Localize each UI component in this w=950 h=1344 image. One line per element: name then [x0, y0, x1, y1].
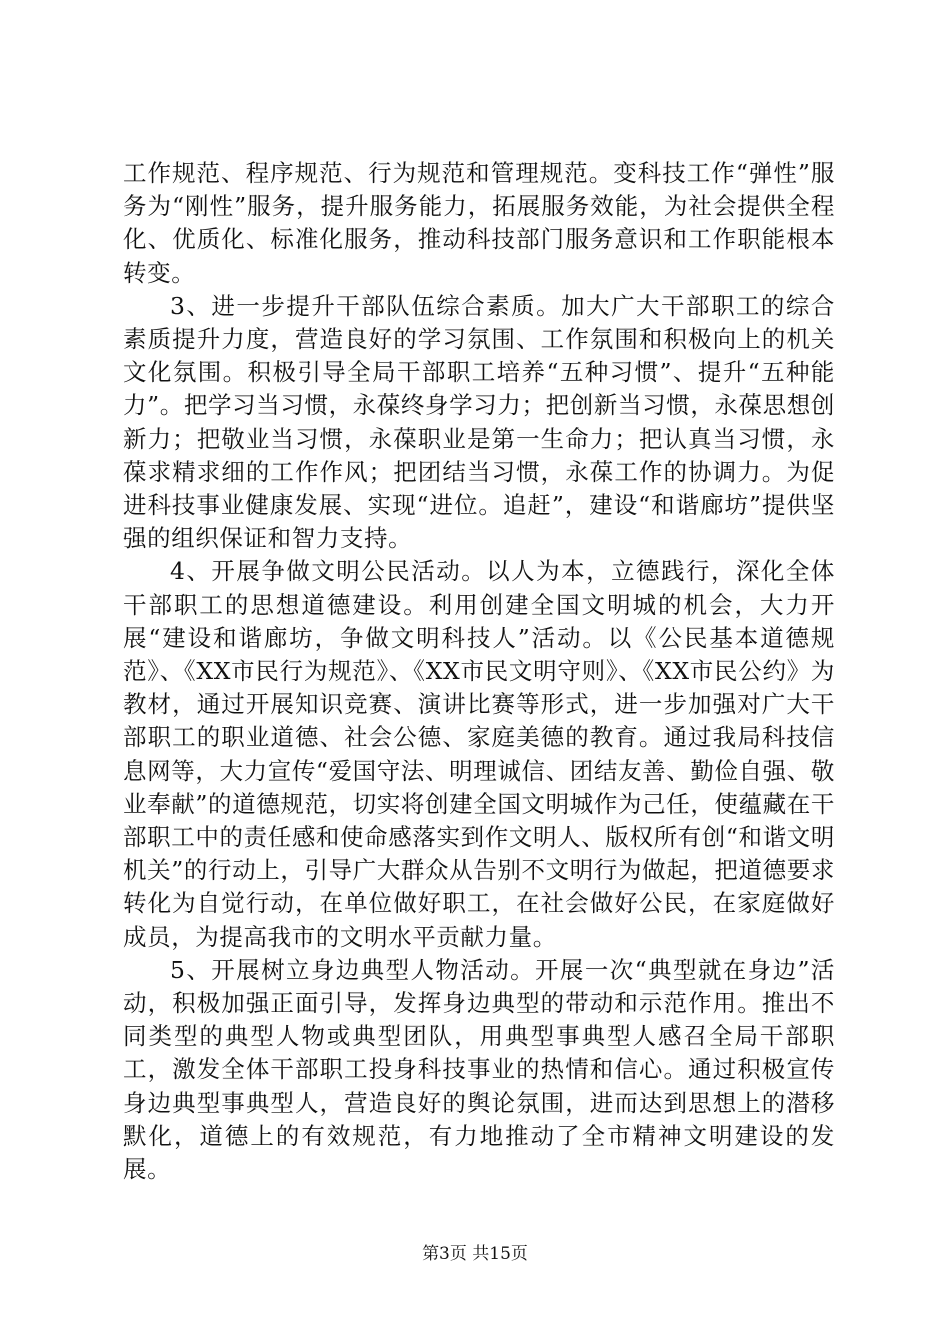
paragraph-continuation: 工作规范、程序规范、行为规范和管理规范。变科技工作“弹性”服务为“刚性”服务，提升服务能力，拓展服务效能，为社会提供全程化、优质化、标准化服务，推动科技部门服务意识和工作职能根本转变。: [123, 159, 835, 287]
paragraph-item-3: 3、进一步提升干部队伍综合素质。加大广大干部职工的综合素质提升力度，营造良好的学习氛围、工作氛围和积极向上的机关文化氛围。积极引导全局干部职工培养“五种习惯”、提升“五种能力”。把学习当习惯，永葆终身学习力；把创新当习惯，永葆思想创新力；把敬业当习惯，永葆职业是第一生命力；把认真当习惯，永葆求精求细的工作作风；把团结当习惯，永葆工作的协调力。为促进科技事业健康发展、实现“进位。追赶”，建设“和谐廊坊”提供坚强的组织保证和智力支持。: [123, 291, 835, 553]
document-body: [123, 157, 835, 1186]
paragraph-item-4: 4、开展争做文明公民活动。以人为本，立德践行，深化全体干部职工的思想道德建设。利用创建全国文明城的机会，大力开展“建设和谐廊坊，争做文明科技人”活动。以《公民基本道德规范》、《XX市民行为规范》、《XX市民文明守则》、《XX市民公约》为教材，通过开展知识竞赛、演讲比赛等形式，进一步加强对广大干部职工的职业道德、社会公德、家庭美德的教育。通过我局科技信息网等，大力宣传“爱国守法、明理诚信、团结友善、勤俭自强、敬业奉献”的道德规范，切实将创建全国文明城作为己任，使蕴藏在干部职工中的责任感和使命感落实到作文明人、版权所有创“和谐文明机关”的行动上，引导广大群众从告别不文明行为做起，把道德要求转化为自觉行动，在单位做好职工，在社会做好公民，在家庭做好成员，为提高我市的文明水平贡献力量。: [123, 557, 835, 951]
page-number: 第3页 共15页: [422, 1244, 528, 1264]
paragraph-item-5: 5、开展树立身边典型人物活动。开展一次“典型就在身边”活动，积极加强正面引导，发挥身边典型的带动和示范作用。推出不同类型的典型人物或典型团队，用典型事典型人感召全局干部职工，激发全体干部职工投身科技事业的热情和信心。通过积极宣传身边典型事典型人，营造良好的舆论氛围，进而达到思想上的潜移默化，道德上的有效规范，有力地推动了全市精神文明建设的发展。: [123, 955, 835, 1184]
